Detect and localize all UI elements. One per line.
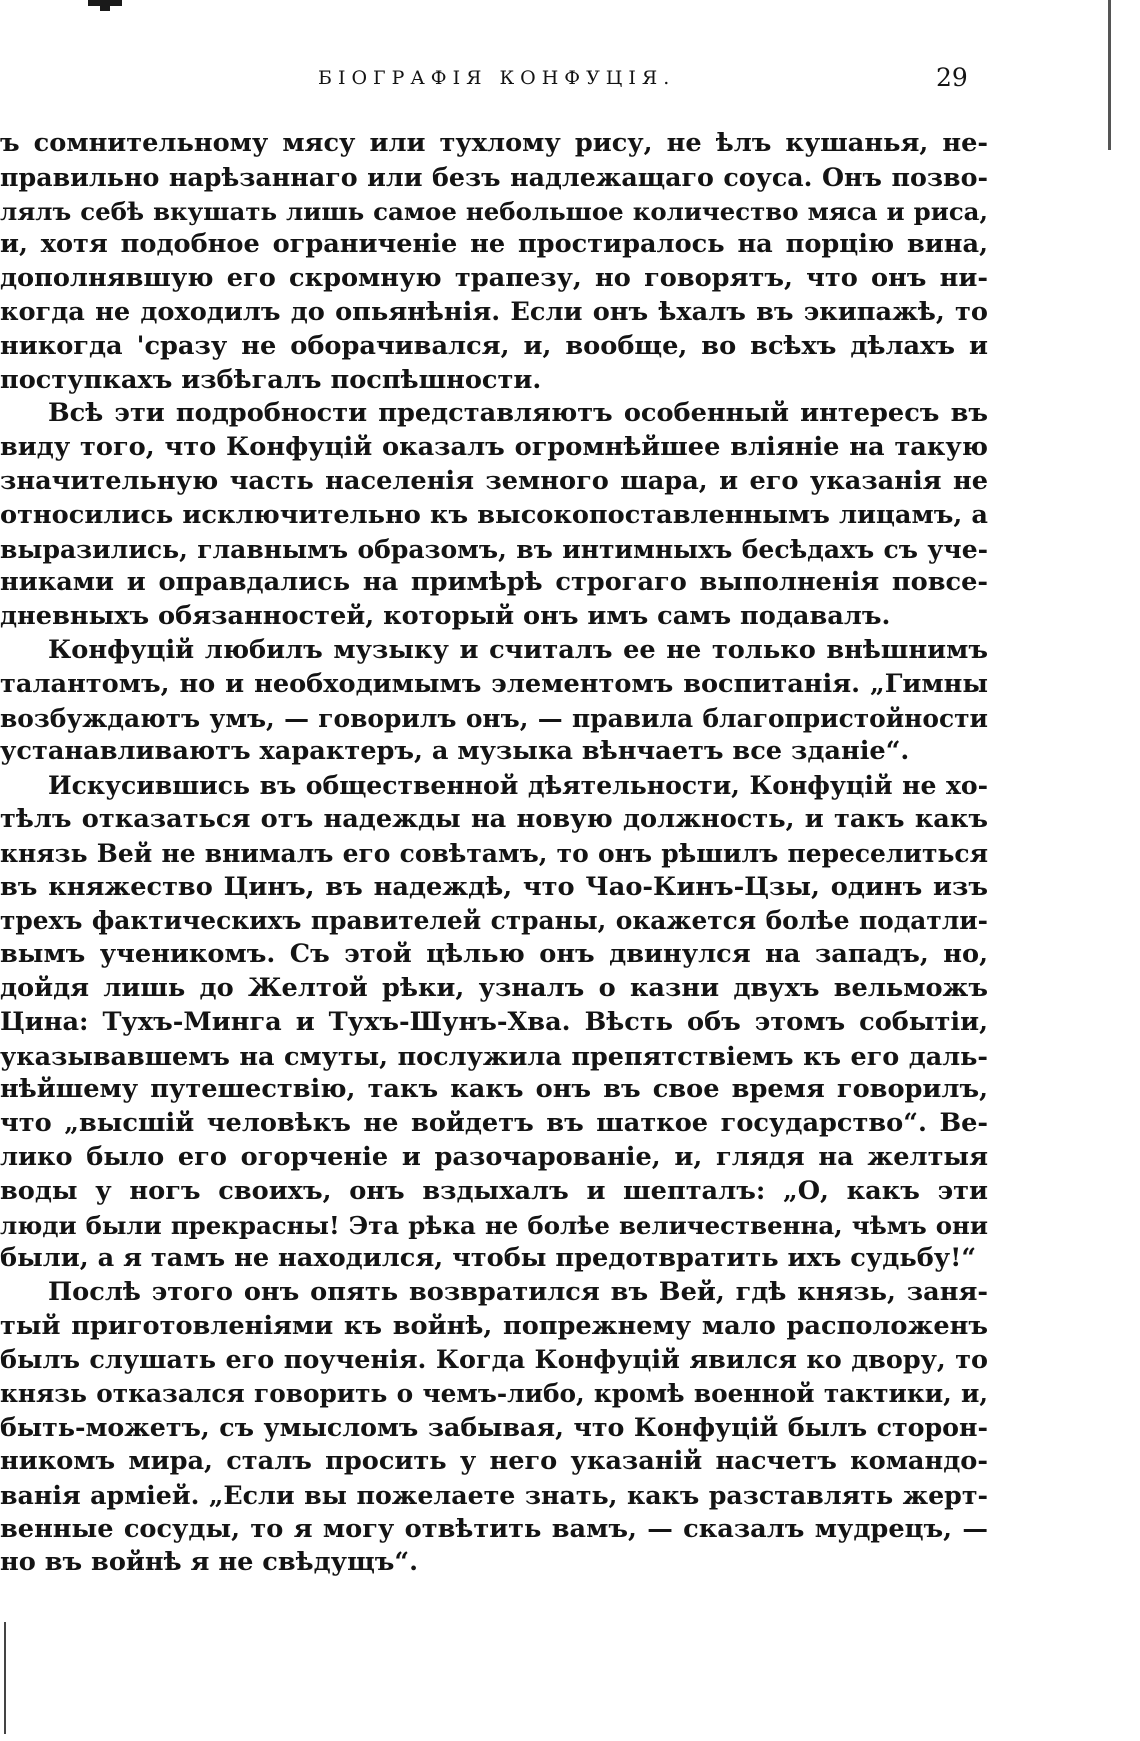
- text-line: когда не доходилъ до опьянѣнія. Если онъ ѣхалъ въ экипажѣ, то: [0, 296, 988, 327]
- paragraph: [0, 127, 988, 397]
- paragraph: [0, 769, 988, 1276]
- text-line: никами и оправдались на примѣрѣ строгаго выполненія повсе-: [0, 567, 988, 598]
- text-line: относились исключительно къ высокопоставленнымъ лицамъ, а: [0, 499, 988, 530]
- text-line: Всѣ эти подробности представляютъ особенный интересъ въ: [48, 398, 988, 429]
- text-line: поступкахъ избѣгалъ поспѣшности.: [0, 364, 542, 395]
- text-line: венные сосуды, то я могу отвѣтить вамъ, — сказалъ мудрецъ, —: [0, 1513, 988, 1544]
- text-line: былъ слушать его поученія. Когда Конфуцій явился ко двору, то: [0, 1344, 988, 1375]
- text-line: трехъ фактическихъ правителей страны, окажется болѣе податли-: [0, 906, 988, 936]
- text-line: лялъ себѣ вкушать лишь самое небольшое количество мяса и риса,: [0, 196, 988, 226]
- text-line: Послѣ этого онъ опять возвратился въ Вей, гдѣ князь, заня-: [48, 1277, 988, 1308]
- body-text: [0, 127, 988, 1580]
- text-line: люди были прекрасны! Эта рѣка не болѣе величественна, чѣмъ они: [0, 1210, 988, 1240]
- text-line: что „высшій человѣкъ не войдетъ въ шаткое государство“. Ве-: [0, 1108, 988, 1139]
- text-line: виду того, что Конфуцій оказалъ огромнѣйшее вліяніе на такую: [0, 432, 988, 463]
- text-line: воды у ногъ своихъ, онъ вздыхалъ и шепталъ: „О, какъ эти: [0, 1175, 988, 1206]
- text-line: устанавливаютъ характеръ, а музыка вѣнчаетъ все зданіе“.: [0, 736, 910, 767]
- text-line: тѣлъ отказаться отъ надежды на новую должность, и такъ какъ: [0, 803, 988, 834]
- text-line: выразились, главнымъ образомъ, въ интимныхъ бесѣдахъ съ уче-: [0, 534, 988, 564]
- paragraph: [0, 1276, 988, 1580]
- text-line: и, хотя подобное ограниченіе не простиралось на порцію вина,: [0, 229, 988, 260]
- text-line: князь отказался говорить о чемъ-либо, кромѣ военной тактики, и,: [0, 1379, 988, 1409]
- paragraph: [0, 397, 988, 634]
- text-line: нѣйшему путешествію, такъ какъ онъ въ свое время говорилъ,: [0, 1074, 988, 1105]
- text-line: въ княжество Цинъ, въ надеждѣ, что Чао-Кинъ-Цзы, одинъ изъ: [0, 871, 988, 902]
- text-line: вымъ ученикомъ. Съ этой цѣлью онъ двинулся на западъ, но,: [0, 939, 988, 970]
- text-line: значительную часть населенія земного шара, и его указанія не: [0, 465, 988, 496]
- text-line: дойдя лишь до Желтой рѣки, узналъ о казни двухъ вельможъ: [0, 972, 988, 1003]
- text-line: князь Вей не внималъ его совѣтамъ, то онъ рѣшилъ переселиться: [0, 838, 988, 868]
- text-line: талантомъ, но и необходимымъ элементомъ воспитанія. „Гимны: [0, 668, 988, 699]
- text-line: тый приготовленіями къ войнѣ, попрежнему мало расположенъ: [0, 1310, 988, 1341]
- text-line: ванія арміей. „Если вы пожелаете знать, какъ разставлять жерт-: [0, 1479, 988, 1510]
- text-line: дневныхъ обязанностей, который онъ имъ самъ подавалъ.: [0, 601, 891, 632]
- page-header: [0, 58, 1140, 98]
- text-line: были, а я тамъ не находился, чтобы предотвратить ихъ судьбу!“: [0, 1243, 977, 1274]
- text-line: Искусившись въ общественной дѣятельности, Конфуцій не хо-: [48, 770, 988, 801]
- running-title: БІОГРАФІЯ КОНФУЦІЯ.: [318, 67, 676, 89]
- text-line: Цина: Тухъ-Минга и Тухъ-Шунъ-Хва. Вѣсть объ этомъ событіи,: [0, 1006, 988, 1037]
- text-line: быть-можетъ, съ умысломъ забывая, что Конфуцій былъ сторон-: [0, 1412, 988, 1443]
- text-line: никомъ мира, сталъ просить у него указаній насчетъ командо-: [0, 1446, 988, 1477]
- paragraph: [0, 634, 988, 769]
- scan-edge-left-bottom: [4, 1622, 6, 1734]
- text-line: но въ войнѣ я не свѣдущъ“.: [0, 1547, 419, 1578]
- text-line: возбуждаютъ умъ, — говорилъ онъ, — правила благопристойности: [0, 703, 988, 733]
- scan-mark-top-left-dot: [100, 6, 110, 11]
- text-line: ъ сомнительному мясу или тухлому рису, не ѣлъ кушанья, не-: [0, 128, 988, 158]
- text-line: дополнявшую его скромную трапезу, но говорятъ, что онъ ни-: [0, 263, 988, 294]
- text-line: Конфуцій любилъ музыку и считалъ ее не только внѣшнимъ: [48, 634, 988, 665]
- text-line: правильно нарѣзаннаго или безъ надлежащаго соуса. Онъ позво-: [0, 161, 988, 192]
- page-number: 29: [936, 63, 968, 92]
- text-line: лико было его огорченіе и разочарованіе, и, глядя на желтыя: [0, 1141, 988, 1172]
- text-line: указывавшемъ на смуты, послужила препятствіемъ къ его даль-: [0, 1040, 988, 1071]
- text-line: никогда 'сразу не оборачивался, и, вообще, во всѣхъ дѣлахъ и: [0, 330, 988, 361]
